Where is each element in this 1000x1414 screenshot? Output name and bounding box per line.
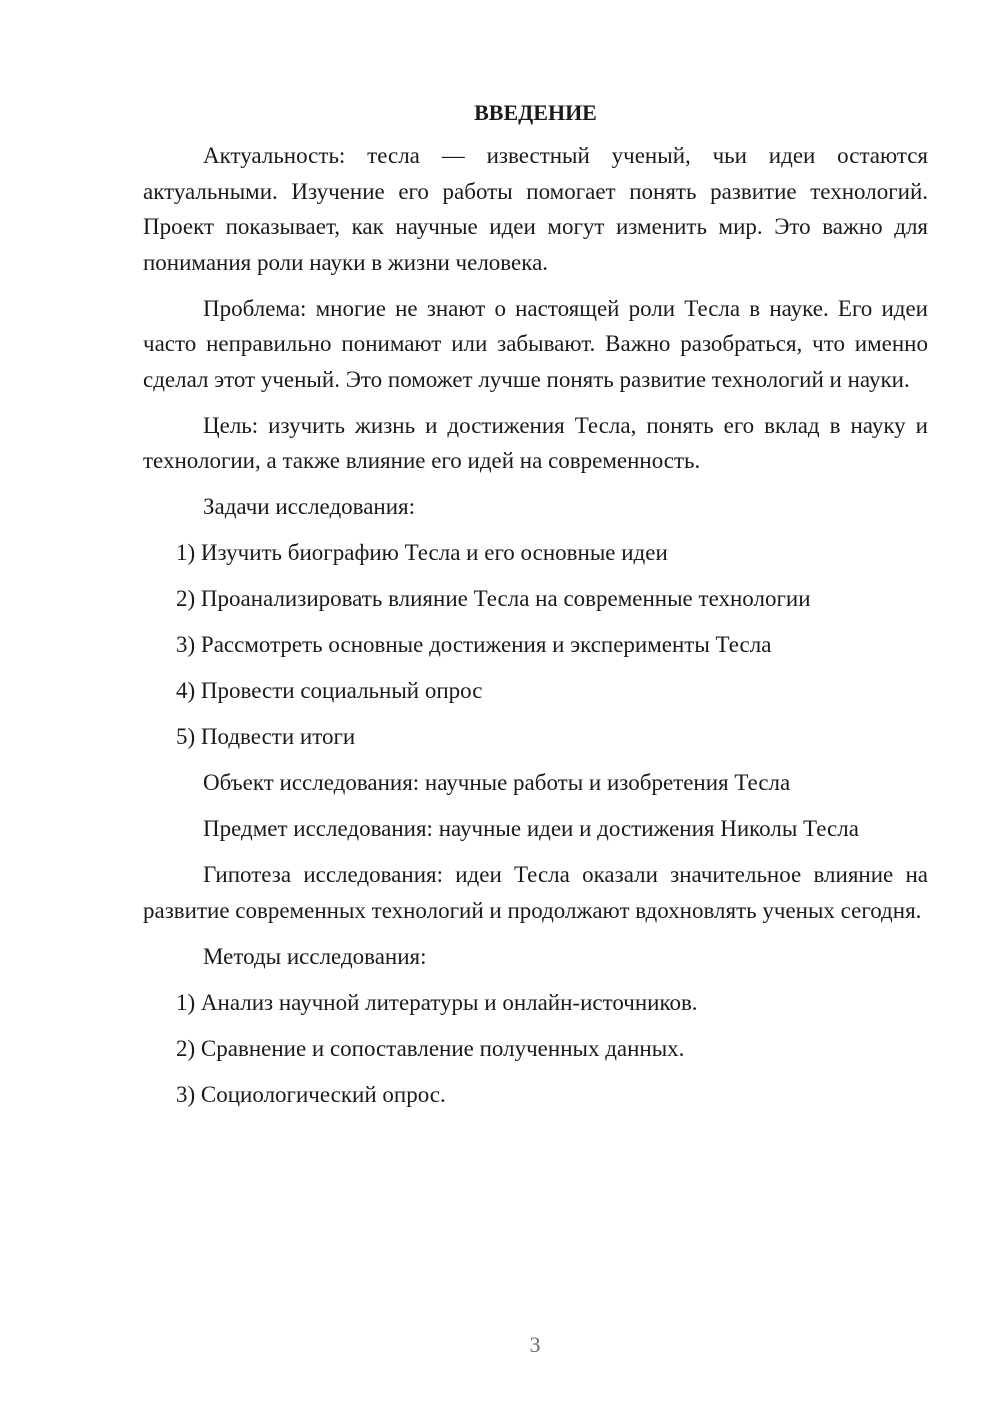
section-title: ВВЕДЕНИЕ [474, 100, 597, 125]
goal-paragraph: Цель: изучить жизнь и достижения Тесла, понять его вклад в науку и технологии, а также влияние его идей на современность. [143, 412, 928, 473]
list-item: 3) Социологический опрос. [176, 1081, 446, 1107]
tasks-list [143, 535, 928, 755]
subject-paragraph: Предмет исследования: научные идеи и достижения Николы Тесла [203, 816, 859, 841]
list-item: 2) Проанализировать влияние Тесла на современные технологии [176, 586, 811, 611]
page-number: 3 [529, 1332, 541, 1357]
list-item: 1) Изучить биографию Тесла и его основные идеи [176, 540, 668, 565]
list-item: 3) Рассмотреть основные достижения и эксперименты Тесла [176, 632, 772, 657]
list-item: 4) Провести социальный опрос [176, 678, 483, 703]
relevance-paragraph: Актуальность: тесла — известный ученый, чьи идеи остаются актуальными. Изучение его работы помогает понять развитие технологий. Проект показывает, как научные идеи могут изменить мир. Это важно для понимания роли науки в жизни человека. [143, 143, 928, 275]
tasks-heading: Задачи исследования: [203, 494, 416, 519]
document-body [143, 95, 928, 1123]
list-item: 2) Сравнение и сопоставление полученных данных. [176, 1035, 685, 1061]
methods-heading: Методы исследования: [203, 943, 427, 969]
object-paragraph: Объект исследования: научные работы и изобретения Тесла [203, 770, 791, 795]
problem-paragraph: Проблема: многие не знают о настоящей роли Тесла в науке. Его идеи часто неправильно понимают или забывают. Важно разобраться, что именно сделал этот ученый. Это поможет лучше понять развитие технологий и науки. [143, 295, 928, 392]
list-item: 1) Анализ научной литературы и онлайн-источников. [176, 989, 698, 1015]
list-item: 5) Подвести итоги [176, 724, 356, 749]
methods-list [143, 985, 928, 1113]
hypothesis-paragraph: Гипотеза исследования: идеи Тесла оказали значительное влияние на развитие современных технологий и продолжают вдохновлять ученых сегодня. [143, 862, 928, 923]
